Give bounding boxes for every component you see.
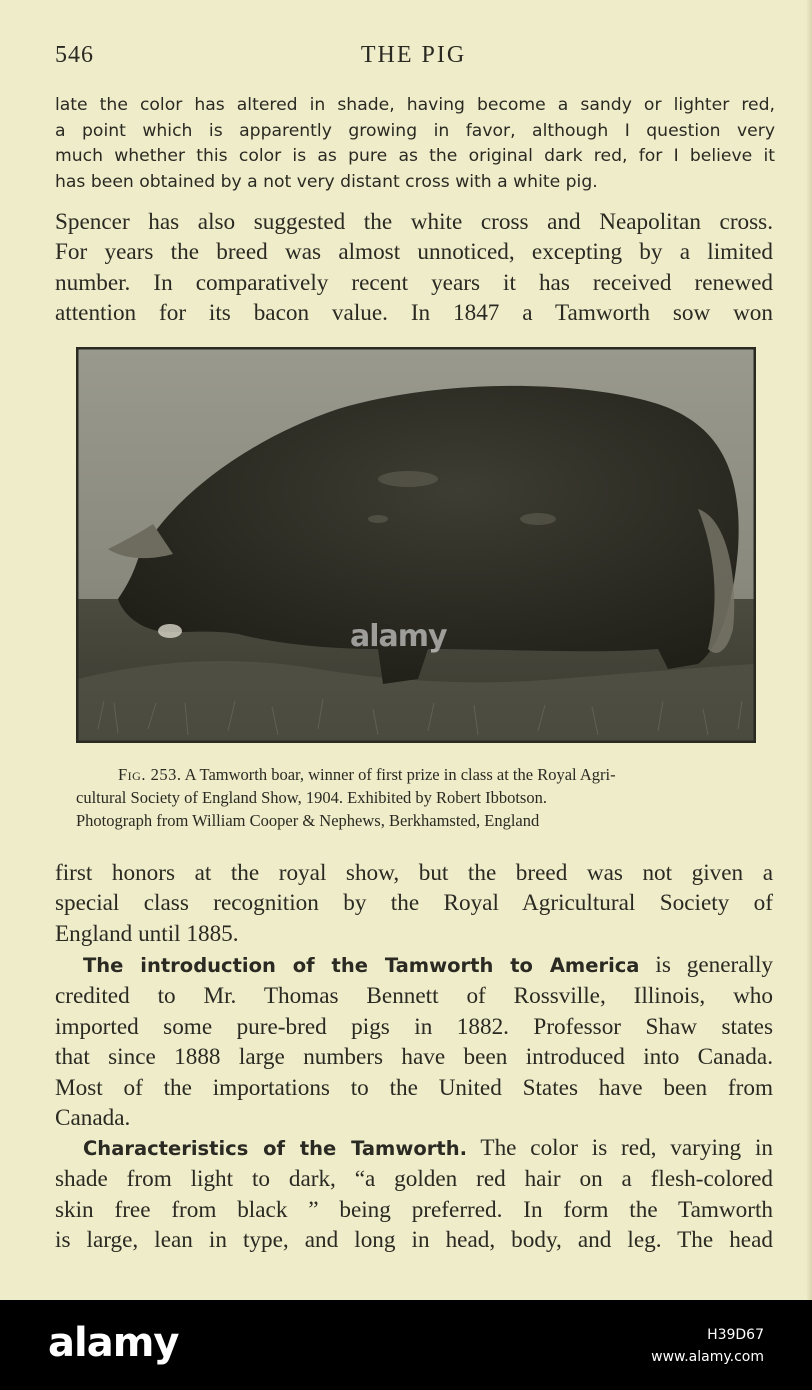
paragraph-spencer	[55, 207, 773, 329]
figure-label: Fig. 253.	[118, 765, 182, 784]
text-line: attention for its bacon value. In 1847 a Tamworth sow won	[55, 300, 773, 327]
brand-logo: alamy	[48, 1320, 179, 1366]
image-id: H39D67	[707, 1327, 764, 1343]
text-line: England until 1885.	[55, 920, 239, 947]
caption-line: Photograph from William Cooper & Nephews, Berkhamsted, England	[76, 811, 540, 830]
text-line: skin free from black ” being preferred. In form the Tamworth	[55, 1196, 773, 1223]
caption-text: A Tamworth boar, winner of first prize in class at the Royal Agri-	[181, 765, 616, 784]
page-header	[55, 42, 772, 72]
text-line: special class recognition by the Royal Agricultural Society of	[55, 890, 773, 917]
text-line: credited to Mr. Thomas Bennett of Rossville, Illinois, who	[55, 983, 773, 1010]
text-line: Canada.	[55, 1105, 131, 1132]
text-run: The color is red, varying in	[467, 1135, 773, 1161]
text-line: Spencer has also suggested the white cross and Neapolitan cross.	[55, 209, 773, 235]
text-line: is large, lean in type, and long in head, body, and leg. The head	[55, 1227, 773, 1254]
figure-photograph	[76, 347, 756, 743]
paragraph-first-honors	[55, 858, 773, 949]
page-edge	[806, 0, 812, 1300]
text-run: is generally	[639, 952, 773, 978]
tamworth-boar-photo	[78, 349, 754, 741]
paragraph-introduction	[55, 950, 773, 1133]
stock-footer-bar	[0, 1300, 812, 1390]
text-line: Most of the importations to the United States have been from	[55, 1074, 773, 1101]
section-heading: The introduction of the Tamworth to America	[83, 954, 640, 977]
text-line: first honors at the royal show, but the breed was not given a	[55, 860, 773, 886]
text-line	[55, 1133, 773, 1164]
text-line: number. In comparatively recent years it has received renewed	[55, 269, 773, 296]
text-line: For years the breed was almost unnoticed, excepting by a limited	[55, 239, 773, 266]
page-number: 546	[55, 42, 94, 68]
text-line: shade from light to dark, “a golden red hair on a flesh-colored	[55, 1166, 773, 1193]
caption-line	[76, 763, 766, 786]
section-heading: Characteristics of the Tamworth.	[83, 1137, 467, 1160]
text-line: that since 1888 large numbers have been introduced into Canada.	[55, 1044, 773, 1071]
quote-line: a point which is apparently growing in favor, although I question very	[55, 120, 775, 141]
figure-caption	[76, 763, 766, 832]
quoted-passage	[55, 93, 775, 195]
quote-line: has been obtained by a not very distant cross with a white pig.	[55, 171, 598, 192]
site-url: www.alamy.com	[651, 1349, 764, 1365]
running-title: THE PIG	[360, 42, 467, 68]
quote-line: much whether this color is as pure as the original dark red, for I believe it	[55, 146, 775, 166]
quote-line: late the color has altered in shade, having become a sandy or lighter red,	[55, 95, 775, 115]
caption-line: cultural Society of England Show, 1904. Exhibited by Robert Ibbotson.	[76, 788, 547, 807]
text-line: imported some pure-bred pigs in 1882. Professor Shaw states	[55, 1013, 773, 1040]
text-line	[55, 950, 773, 981]
paragraph-characteristics	[55, 1133, 773, 1256]
image-reference	[651, 1324, 764, 1368]
watermark: alamy	[350, 619, 447, 654]
